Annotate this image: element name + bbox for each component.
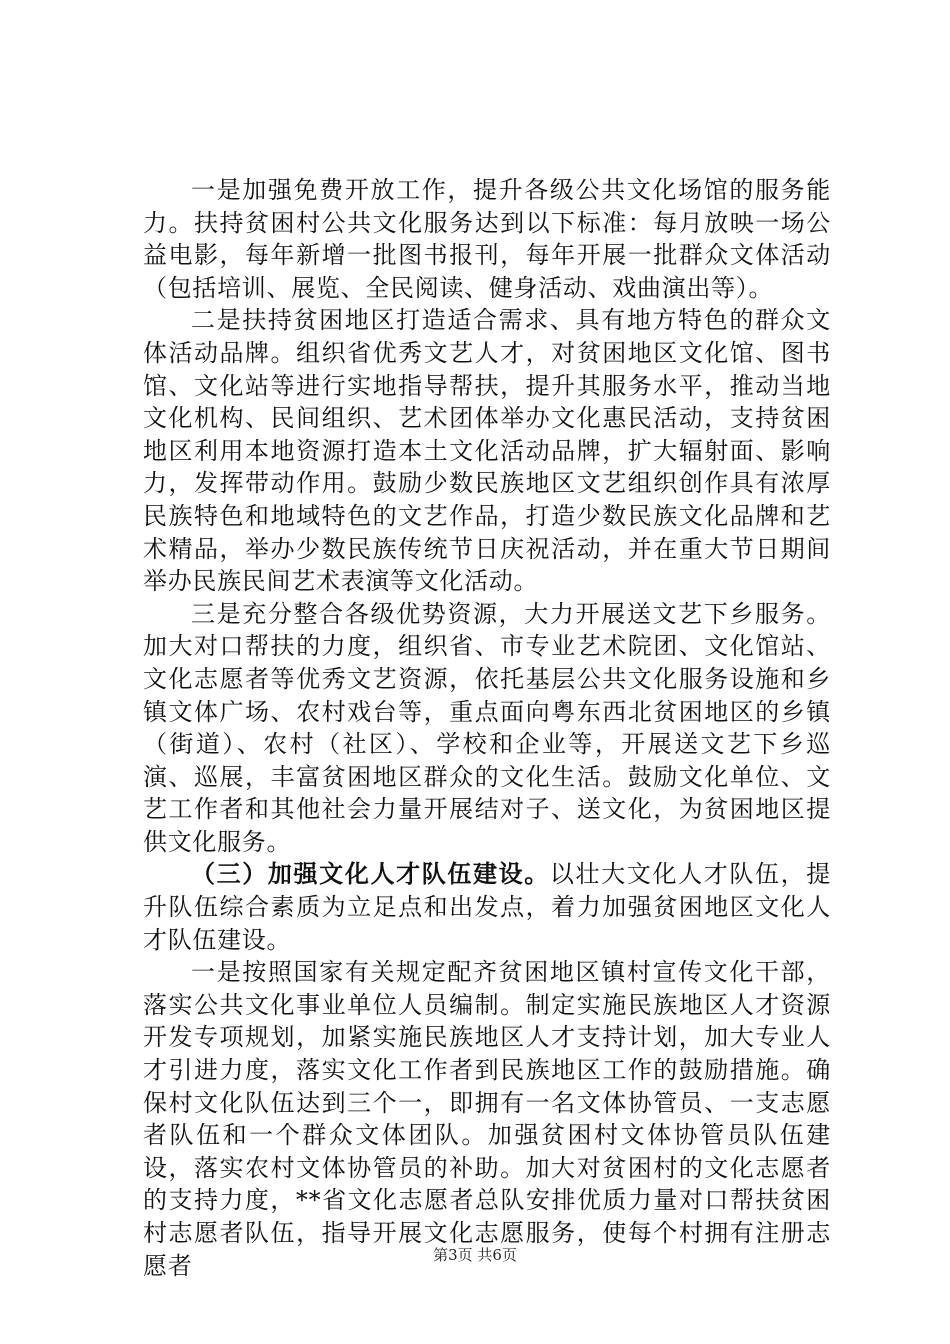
paragraph-1-text: 一是加强免费开放工作，提升各级公共文化场馆的服务能力。扶持贫困村公共文化服务达到以下标准：每月放映一场公益电影，每年新增一批图书报刊，每年开展一批群众文体活动（包括培训、展览、全民阅读、健身活动、戏曲演出等）。: [143, 176, 831, 302]
paragraph-3: [143, 598, 831, 859]
document-body: [143, 174, 831, 1282]
page-footer: [0, 1244, 950, 1265]
paragraph-5: [143, 956, 831, 1282]
page-number: 第3页 共6页: [433, 1246, 517, 1264]
paragraph-2: [143, 304, 831, 597]
paragraph-1: [143, 174, 831, 304]
paragraph-2-text: 二是扶持贫困地区打造适合需求、具有地方特色的群众文体活动品牌。组织省优秀文艺人才，对贫困地区文化馆、图书馆、文化站等进行实地指导帮扶，提升其服务水平，推动当地文化机构、民间组织、艺术团体举办文化惠民活动，支持贫困地区利用本地资源打造本土文化活动品牌，扩大辐射面、影响力，发挥带动作用。鼓励少数民族地区文艺组织创作具有浓厚民族特色和地域特色的文艺作品，打造少数民族文化品牌和艺术精品，举办少数民族传统节日庆祝活动，并在重大节日期间举办民族民间艺术表演等文化活动。: [143, 306, 831, 596]
paragraph-3-text: 三是充分整合各级优势资源，大力开展送文艺下乡服务。加大对口帮扶的力度，组织省、市专业艺术院团、文化馆站、文化志愿者等优秀文艺资源，依托基层公共文化服务设施和乡镇文体广场、农村戏台等，重点面向粤东西北贫困地区的乡镇（街道）、农村（社区）、学校和企业等，开展送文艺下乡巡演、巡展，丰富贫困地区群众的文化生活。鼓励文化单位、文艺工作者和其他社会力量开展结对子、送文化，为贫困地区提供文化服务。: [143, 599, 831, 856]
paragraph-5-text: 一是按照国家有关规定配齐贫困地区镇村宣传文化干部，落实公共文化事业单位人员编制。制定实施民族地区人才资源开发专项规划，加紧实施民族地区人才支持计划，加大专业人才引进力度，落实文化工作者到民族地区工作的鼓励措施。确保村文化队伍达到三个一，即拥有一名文体协管员、一支志愿者队伍和一个群众文体团队。加强贫困村文体协管员队伍建设，落实农村文体协管员的补助。加大对贫困村的文化志愿者的支持力度，**省文化志愿者总队安排优质力量对口帮扶贫困村志愿者队伍，指导开展文化志愿服务，使每个村拥有注册志愿者: [143, 958, 831, 1280]
section-heading: （三）加强文化人才队伍建设。: [191, 860, 550, 889]
paragraph-4-text: 以壮大文化人才队伍，提升队伍综合素质为立足点和出发点，着力加强贫困地区文化人才队伍建设。: [143, 860, 831, 954]
paragraph-4: [143, 858, 831, 956]
